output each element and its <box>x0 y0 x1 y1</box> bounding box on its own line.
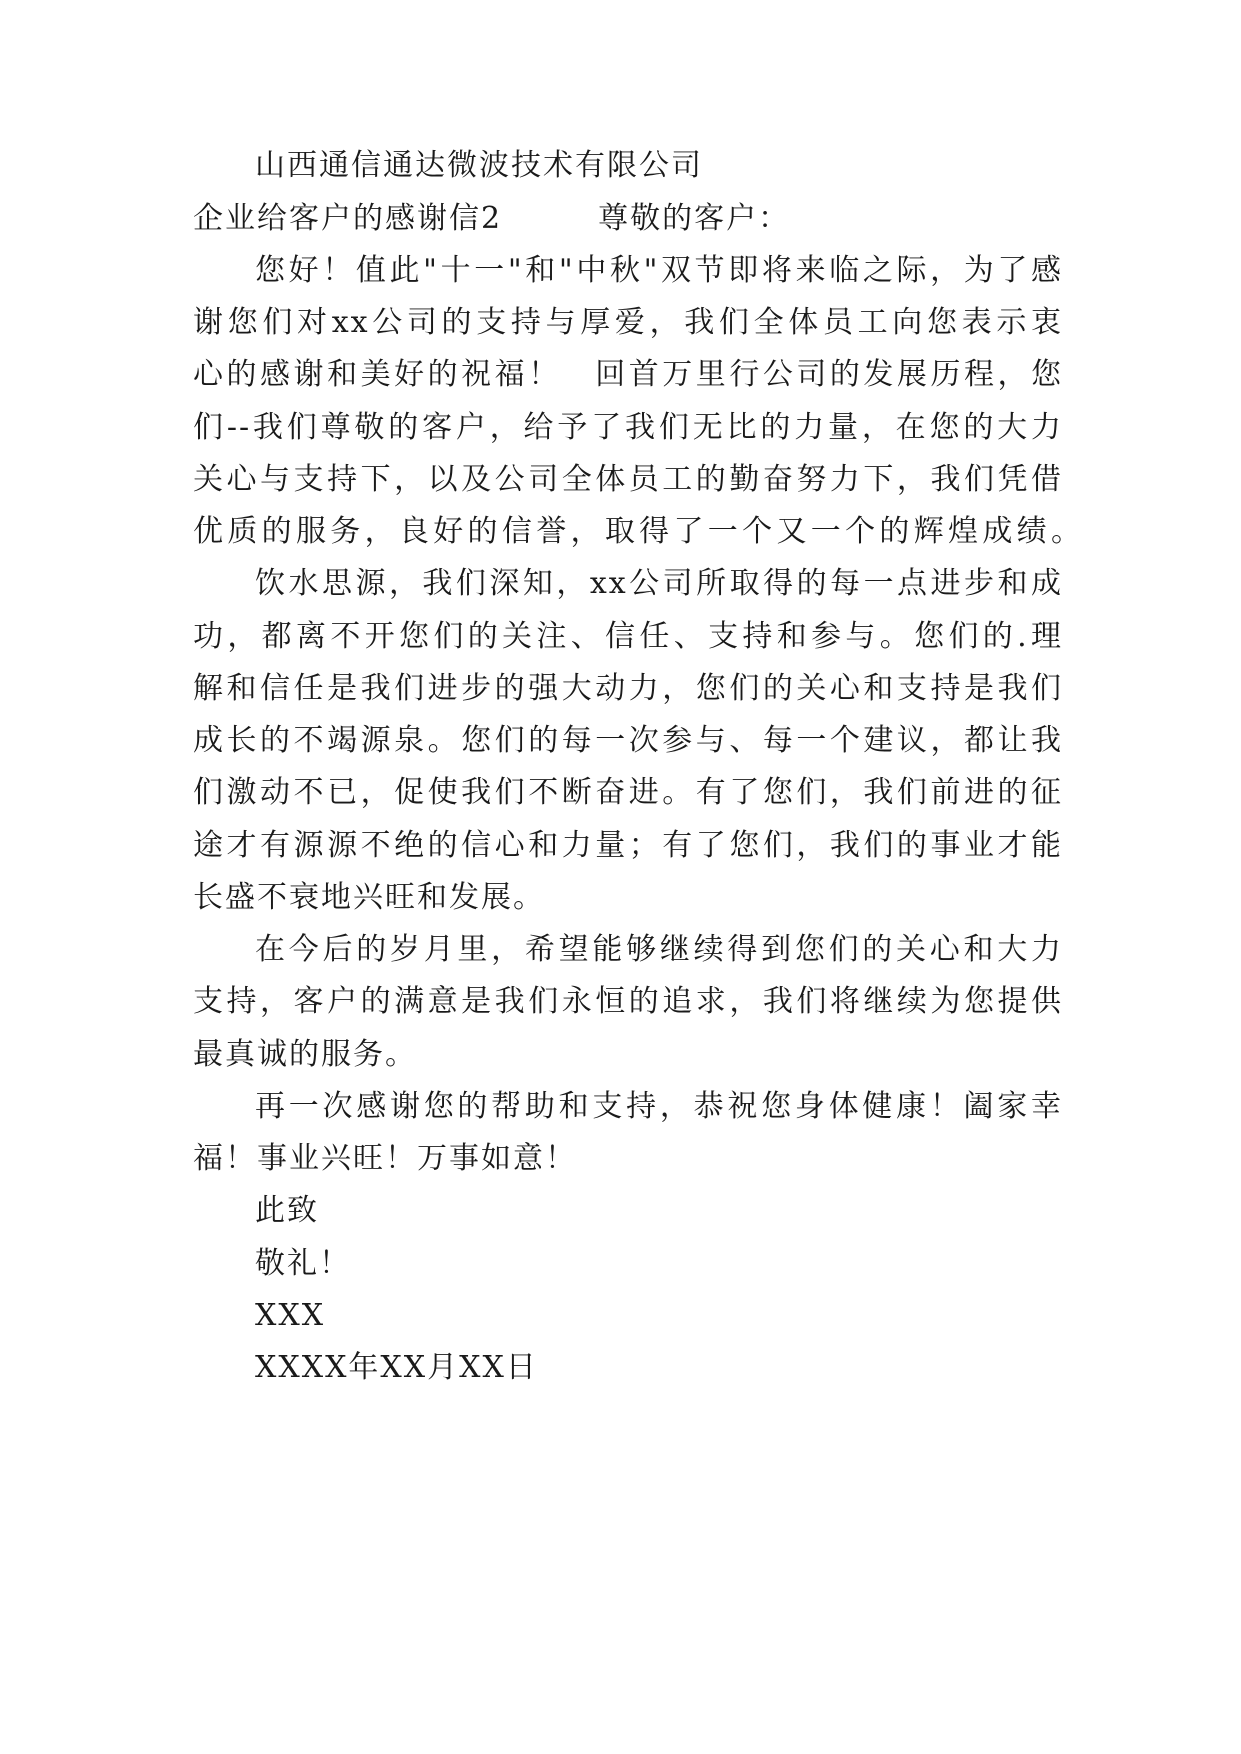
paragraph-2-line-1: 饮水思源，我们深知，xx公司所取得的每一点进步和成 <box>255 566 1063 601</box>
closing-respect: 敬礼！ <box>255 1246 351 1281</box>
paragraph-4-line-1: 再一次感谢您的帮助和支持，恭祝您身体健康！阖家幸 <box>255 1089 1063 1124</box>
paragraph-2-line-3: 解和信任是我们进步的强大动力，您们的关心和支持是我们 <box>193 671 1063 706</box>
company-name-line: 山西通信通达微波技术有限公司 <box>255 148 703 183</box>
paragraph-1-line-2: 谢您们对xx公司的支持与厚爱，我们全体员工向您表示衷 <box>193 305 1063 340</box>
paragraph-1-line-5: 关心与支持下，以及公司全体员工的勤奋努力下，我们凭借 <box>193 462 1063 497</box>
paragraph-3-line-2: 支持，客户的满意是我们永恒的追求，我们将继续为您提供 <box>193 984 1063 1019</box>
paragraph-4-line-2: 福！事业兴旺！万事如意！ <box>193 1141 577 1176</box>
paragraph-1-line-6: 优质的服务，良好的信誉，取得了一个又一个的辉煌成绩。 <box>193 514 1083 549</box>
paragraph-3-line-3: 最真诚的服务。 <box>193 1037 417 1072</box>
letter-date: XXXX年XX月XX日 <box>255 1350 538 1385</box>
letter-title-line: 企业给客户的感谢信2 尊敬的客户： <box>193 201 791 236</box>
signature: XXX <box>255 1298 326 1333</box>
closing-salutation: 此致 <box>255 1193 319 1228</box>
paragraph-1-line-1: 您好！值此"十一"和"中秋"双节即将来临之际，为了感 <box>255 253 1063 288</box>
paragraph-2-line-4: 成长的不竭源泉。您们的每一次参与、每一个建议，都让我 <box>193 723 1063 758</box>
paragraph-2-line-5: 们激动不已，促使我们不断奋进。有了您们，我们前进的征 <box>193 775 1063 810</box>
paragraph-1-line-3: 心的感谢和美好的祝福！ 回首万里行公司的发展历程，您 <box>193 357 1063 392</box>
paragraph-1-line-4: 们--我们尊敬的客户，给予了我们无比的力量，在您的大力 <box>193 410 1063 445</box>
paragraph-2-line-2: 功，都离不开您们的关注、信任、支持和参与。您们的.理 <box>193 619 1063 654</box>
paragraph-2-line-7: 长盛不衰地兴旺和发展。 <box>193 880 545 915</box>
paragraph-2-line-6: 途才有源源不绝的信心和力量；有了您们，我们的事业才能 <box>193 828 1063 863</box>
paragraph-3-line-1: 在今后的岁月里，希望能够继续得到您们的关心和大力 <box>255 932 1063 967</box>
